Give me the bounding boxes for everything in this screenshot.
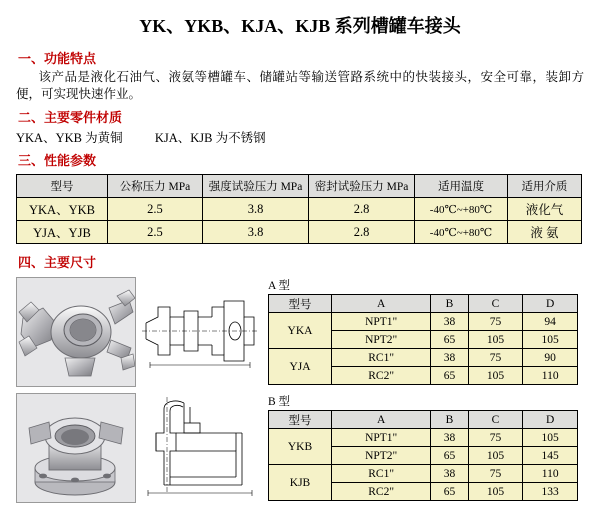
perf-r1-c5: 液 氨 bbox=[507, 221, 581, 244]
dimB-col-4: D bbox=[523, 411, 578, 429]
perf-r1-c0: YJA、YJB bbox=[17, 221, 108, 244]
dimB-r1-c4: 145 bbox=[523, 447, 578, 465]
features-text bbox=[16, 69, 584, 103]
dimB-r3-c4: 133 bbox=[523, 483, 578, 501]
product-photo-a bbox=[16, 277, 136, 387]
perf-r1-c3: 2.8 bbox=[309, 221, 415, 244]
page-title: YK、YKB、KJA、KJB 系列槽罐车接头 bbox=[139, 16, 461, 36]
dimA-r3-c4: 110 bbox=[523, 367, 578, 385]
product-photo-b bbox=[16, 393, 136, 503]
performance-table bbox=[16, 174, 582, 244]
dimA-r3-c3: 105 bbox=[468, 367, 523, 385]
table-header-row bbox=[17, 175, 582, 198]
dimA-r0-c1: NPT1" bbox=[332, 313, 431, 331]
dimB-r2-c0: KJB bbox=[269, 465, 332, 501]
photo-b-graphic bbox=[17, 394, 135, 502]
technical-drawing-b bbox=[140, 393, 260, 501]
table-row bbox=[269, 429, 578, 447]
dimA-r0-c3: 75 bbox=[468, 313, 523, 331]
dimA-r0-c4: 94 bbox=[523, 313, 578, 331]
perf-r0-c2: 3.8 bbox=[202, 198, 308, 221]
dimA-r0-c0: YKA bbox=[269, 313, 332, 349]
dimension-row-b bbox=[16, 393, 600, 503]
table-row bbox=[17, 221, 582, 244]
dimA-col-4: D bbox=[523, 295, 578, 313]
features-body: 该产品是液化石油气、液氨等槽罐车、储罐站等输送管路系统中的快装接头，安全可靠，装卸方便，可实现快速作业。 bbox=[16, 70, 584, 101]
dimA-r2-c3: 75 bbox=[468, 349, 523, 367]
dimB-r3-c3: 105 bbox=[468, 483, 523, 501]
dimB-r1-c2: 65 bbox=[431, 447, 468, 465]
perf-r0-c0: YKA、YKB bbox=[17, 198, 108, 221]
dimB-r1-c1: NPT2" bbox=[332, 447, 431, 465]
perf-col-5: 适用介质 bbox=[507, 175, 581, 198]
dimB-r0-c1: NPT1" bbox=[332, 429, 431, 447]
dimB-r2-c2: 38 bbox=[431, 465, 468, 483]
section-heading-dimensions: 四、主要尺寸 bbox=[18, 255, 97, 270]
dimB-r1-c3: 105 bbox=[468, 447, 523, 465]
dimA-r3-c2: 65 bbox=[431, 367, 468, 385]
perf-col-0: 型号 bbox=[17, 175, 108, 198]
table-row bbox=[17, 198, 582, 221]
dimB-r0-c3: 75 bbox=[468, 429, 523, 447]
dimA-col-2: B bbox=[431, 295, 468, 313]
dimension-table-b-label: B 型 bbox=[268, 396, 291, 408]
dimension-table-a-wrap bbox=[268, 277, 578, 385]
drawing-a-graphic bbox=[140, 277, 260, 385]
dimA-r1-c4: 105 bbox=[523, 331, 578, 349]
material-right: KJA、KJB 为不锈钢 bbox=[154, 131, 266, 145]
perf-r1-c2: 3.8 bbox=[202, 221, 308, 244]
dimB-r0-c4: 105 bbox=[523, 429, 578, 447]
dimB-r2-c4: 110 bbox=[523, 465, 578, 483]
perf-col-1: 公称压力 MPa bbox=[107, 175, 202, 198]
dimA-r1-c3: 105 bbox=[468, 331, 523, 349]
table-row bbox=[269, 313, 578, 331]
dimA-r3-c1: RC2" bbox=[332, 367, 431, 385]
dimension-table-a-label: A 型 bbox=[268, 280, 291, 292]
dimA-r2-c4: 90 bbox=[523, 349, 578, 367]
dimB-r3-c1: RC2" bbox=[332, 483, 431, 501]
technical-drawing-a bbox=[140, 277, 260, 385]
dimA-col-0: 型号 bbox=[269, 295, 332, 313]
dimA-r1-c2: 65 bbox=[431, 331, 468, 349]
perf-col-4: 适用温度 bbox=[415, 175, 508, 198]
perf-r0-c5: 液化气 bbox=[507, 198, 581, 221]
perf-r0-c1: 2.5 bbox=[107, 198, 202, 221]
perf-r0-c4: -40℃~+80℃ bbox=[415, 198, 508, 221]
table-header-row bbox=[269, 295, 578, 313]
drawing-b-graphic bbox=[140, 393, 260, 501]
dimB-col-2: B bbox=[431, 411, 468, 429]
table-row bbox=[269, 465, 578, 483]
dimA-r2-c2: 38 bbox=[431, 349, 468, 367]
perf-col-3: 密封试验压力 MPa bbox=[309, 175, 415, 198]
table-row bbox=[269, 349, 578, 367]
dimB-r2-c1: RC1" bbox=[332, 465, 431, 483]
dimension-row-a bbox=[16, 277, 600, 387]
dimB-r0-c0: YKB bbox=[269, 429, 332, 465]
table-header-row bbox=[269, 411, 578, 429]
material-line bbox=[16, 128, 600, 146]
dimA-r2-c0: YJA bbox=[269, 349, 332, 385]
section-heading-material: 二、主要零件材质 bbox=[18, 110, 123, 125]
dimB-col-3: C bbox=[468, 411, 523, 429]
section-heading-performance: 三、性能参数 bbox=[18, 153, 97, 168]
dimA-r0-c2: 38 bbox=[431, 313, 468, 331]
material-left: YKA、YKB 为黄铜 bbox=[16, 131, 123, 145]
perf-col-2: 强度试验压力 MPa bbox=[202, 175, 308, 198]
dimension-table-a bbox=[268, 294, 578, 385]
perf-r0-c3: 2.8 bbox=[309, 198, 415, 221]
dimensions-section bbox=[0, 277, 600, 503]
dimB-r3-c2: 65 bbox=[431, 483, 468, 501]
dimension-table-b bbox=[268, 410, 578, 501]
dimA-col-1: A bbox=[332, 295, 431, 313]
dimA-col-3: C bbox=[468, 295, 523, 313]
perf-r1-c4: -40℃~+80℃ bbox=[415, 221, 508, 244]
dimB-r0-c2: 38 bbox=[431, 429, 468, 447]
dimB-col-1: A bbox=[332, 411, 431, 429]
dimension-table-b-wrap bbox=[268, 393, 578, 501]
section-heading-features: 一、功能特点 bbox=[18, 51, 97, 66]
dimB-r2-c3: 75 bbox=[468, 465, 523, 483]
photo-a-graphic bbox=[17, 278, 135, 386]
dimA-r1-c1: NPT2" bbox=[332, 331, 431, 349]
dimB-col-0: 型号 bbox=[269, 411, 332, 429]
perf-r1-c1: 2.5 bbox=[107, 221, 202, 244]
dimA-r2-c1: RC1" bbox=[332, 349, 431, 367]
